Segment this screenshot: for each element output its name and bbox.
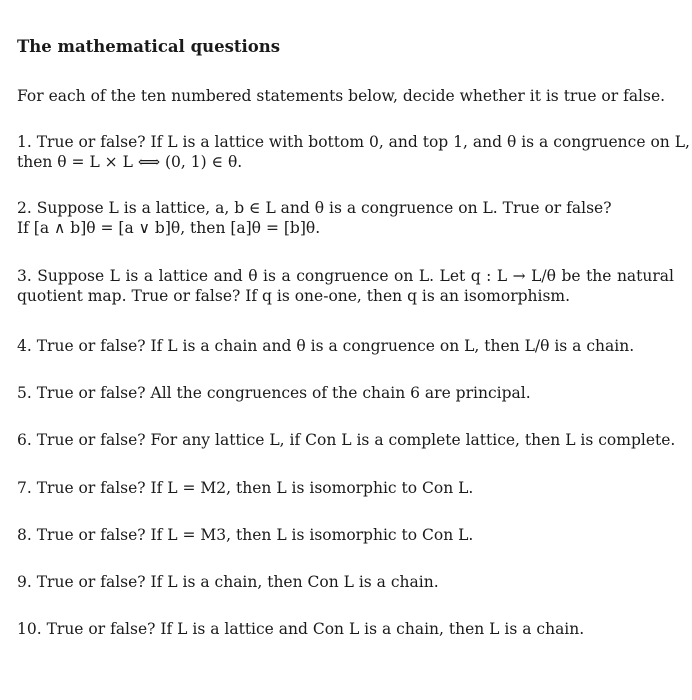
question-7 bbox=[17, 478, 679, 498]
question-7-line-1: 7. True or false? If L = M2, then L is isomorphic to Con L. bbox=[17, 479, 474, 497]
question-10 bbox=[17, 619, 679, 639]
intro-text: For each of the ten numbered statements below, decide whether it is true or false. bbox=[17, 87, 666, 105]
question-8-line-1: 8. True or false? If L = M3, then L is isomorphic to Con L. bbox=[17, 526, 474, 544]
question-3-line-2: quotient map. True or false? If q is one-one, then q is an isomorphism. bbox=[17, 287, 571, 305]
question-10-line-1: 10. True or false? If L is a lattice and Con L is a chain, then L is a chain. bbox=[17, 620, 585, 638]
question-2-line-2: If [a ∧ b]θ = [a ∨ b]θ, then [a]θ = [b]θ. bbox=[17, 219, 321, 237]
question-9 bbox=[17, 572, 679, 592]
question-5-line-1: 5. True or false? All the congruences of the chain 6 are principal. bbox=[17, 384, 531, 402]
question-5 bbox=[17, 383, 679, 403]
question-4-line-1: 4. True or false? If L is a chain and θ is a congruence on L, then L/θ is a chain. bbox=[17, 337, 635, 355]
question-6-line-1: 6. True or false? For any lattice L, if Con L is a complete lattice, then L is complete. bbox=[17, 431, 676, 449]
question-6 bbox=[17, 430, 679, 450]
question-9-line-1: 9. True or false? If L is a chain, then Con L is a chain. bbox=[17, 573, 439, 591]
question-1-line-2: then θ = L × L ⟺ (0, 1) ∈ θ. bbox=[17, 153, 243, 171]
question-1 bbox=[17, 132, 690, 172]
question-4 bbox=[17, 336, 679, 356]
question-2-line-1: 2. Suppose L is a lattice, a, b ∈ L and θ is a congruence on L. True or false? bbox=[17, 199, 612, 217]
question-3 bbox=[17, 266, 679, 306]
page-title: The mathematical questions bbox=[17, 37, 281, 56]
question-8 bbox=[17, 525, 679, 545]
question-1-line-1: 1. True or false? If L is a lattice with bottom 0, and top 1, and θ is a congruence on L, bbox=[17, 133, 690, 151]
document-page bbox=[17, 36, 690, 639]
question-3-line-1: 3. Suppose L is a lattice and θ is a congruence on L. Let q : L → L/θ be the natural bbox=[17, 267, 674, 285]
question-2 bbox=[17, 198, 679, 238]
